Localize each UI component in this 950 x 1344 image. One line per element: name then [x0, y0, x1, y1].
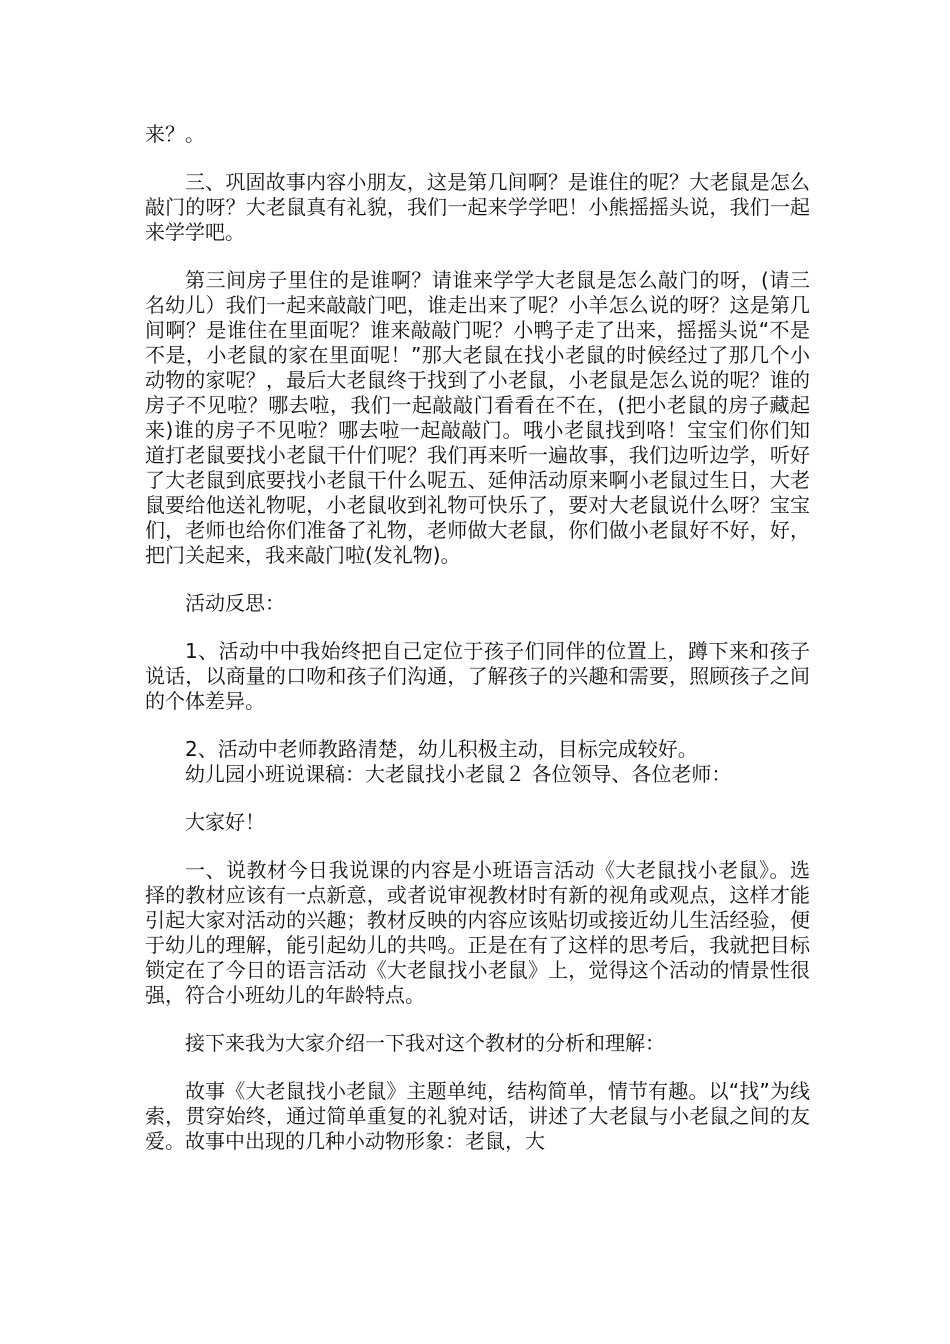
paragraph-continuation: 来？。	[145, 122, 205, 146]
paragraph-lesson-title: 幼儿园小班说课稿：大老鼠找小老鼠２ 各位领导、各位老师：	[185, 762, 732, 786]
heading-activity-reflection: 活动反思：	[185, 591, 285, 615]
paragraph-story-analysis: 故事《大老鼠找小老鼠》主题单纯，结构简单，情节有趣。以“找”为线索，贯穿始终，通过简单重复的礼貌对话，讲述了大老鼠与小老鼠之间的友爱。故事中出现的几种小动物形象：老鼠，大	[145, 1079, 810, 1153]
paragraph-section-three: 三、巩固故事内容小朋友，这是第几间啊？是谁住的呢？大老鼠是怎么敲门的呀？大老鼠真有礼貌，我们一起来学学吧！小熊摇摇头说，我们一起来学学吧。	[145, 170, 810, 244]
paragraph-third-house: 第三间房子里住的是谁啊？请谁来学学大老鼠是怎么敲门的呀，(请三名幼儿）我们一起来敲敲门吧，谁走出来了呢？小羊怎么说的呀？这是第几间啊？是谁住在里面呢？谁来敲敲门呢？小鸭子走了出来，摇摇头说“不是不是，小老鼠的家在里面呢！”那大老鼠在找小老鼠的时候经过了那几个小动物的家呢？，最后大老鼠终于找到了小老鼠，小老鼠是怎么说的呢？谁的房子不见啦？哪去啦，我们一起敲敲门看看在不在，(把小老鼠的房子藏起来)谁的房子不见啦？哪去啦一起敲敲门。哦小老鼠找到咯！宝宝们你们知道打老鼠要找小老鼠干什们呢？我们再来听一遍故事，我们边听边学，听好了大老鼠到底要找小老鼠干什么呢五、延伸活动原来啊小老鼠过生日，大老鼠要给他送礼物呢，小老鼠收到礼物可快乐了，要对大老鼠说什么呀？宝宝们，老师也给你们准备了礼物，老师做大老鼠，你们做小老鼠好不好，好，把门关起来，我来敲门啦(发礼物)。	[145, 268, 810, 567]
document-body	[145, 122, 810, 1154]
paragraph-greeting: 大家好！	[185, 810, 265, 834]
paragraph-reflection-two: 2、活动中老师教路清楚，幼儿积极主动，目标完成较好。	[185, 737, 698, 761]
paragraph-reflection-one: 1、活动中中我始终把自己定位于孩子们同伴的位置上，蹲下来和孩子说话，以商量的口吻和孩子们沟通，了解孩子的兴趣和需要，照顾孩子之间的个体差异。	[145, 639, 810, 713]
paragraph-teaching-material: 一、说教材今日我说课的内容是小班语言活动《大老鼠找小老鼠》。选择的教材应该有一点新意，或者说审视教材时有新的视角或观点，这样才能引起大家对活动的兴趣；教材反映的内容应该贴切或接近幼儿生活经验，便于幼儿的理解，能引起幼儿的共鸣。正是在有了这样的思考后，我就把目标锁定在了今日的语言活动《大老鼠找小老鼠》上，觉得这个活动的情景性很强，符合小班幼儿的年龄特点。	[145, 858, 810, 1007]
paragraph-introduction: 接下来我为大家介绍一下我对这个教材的分析和理解：	[185, 1031, 665, 1055]
